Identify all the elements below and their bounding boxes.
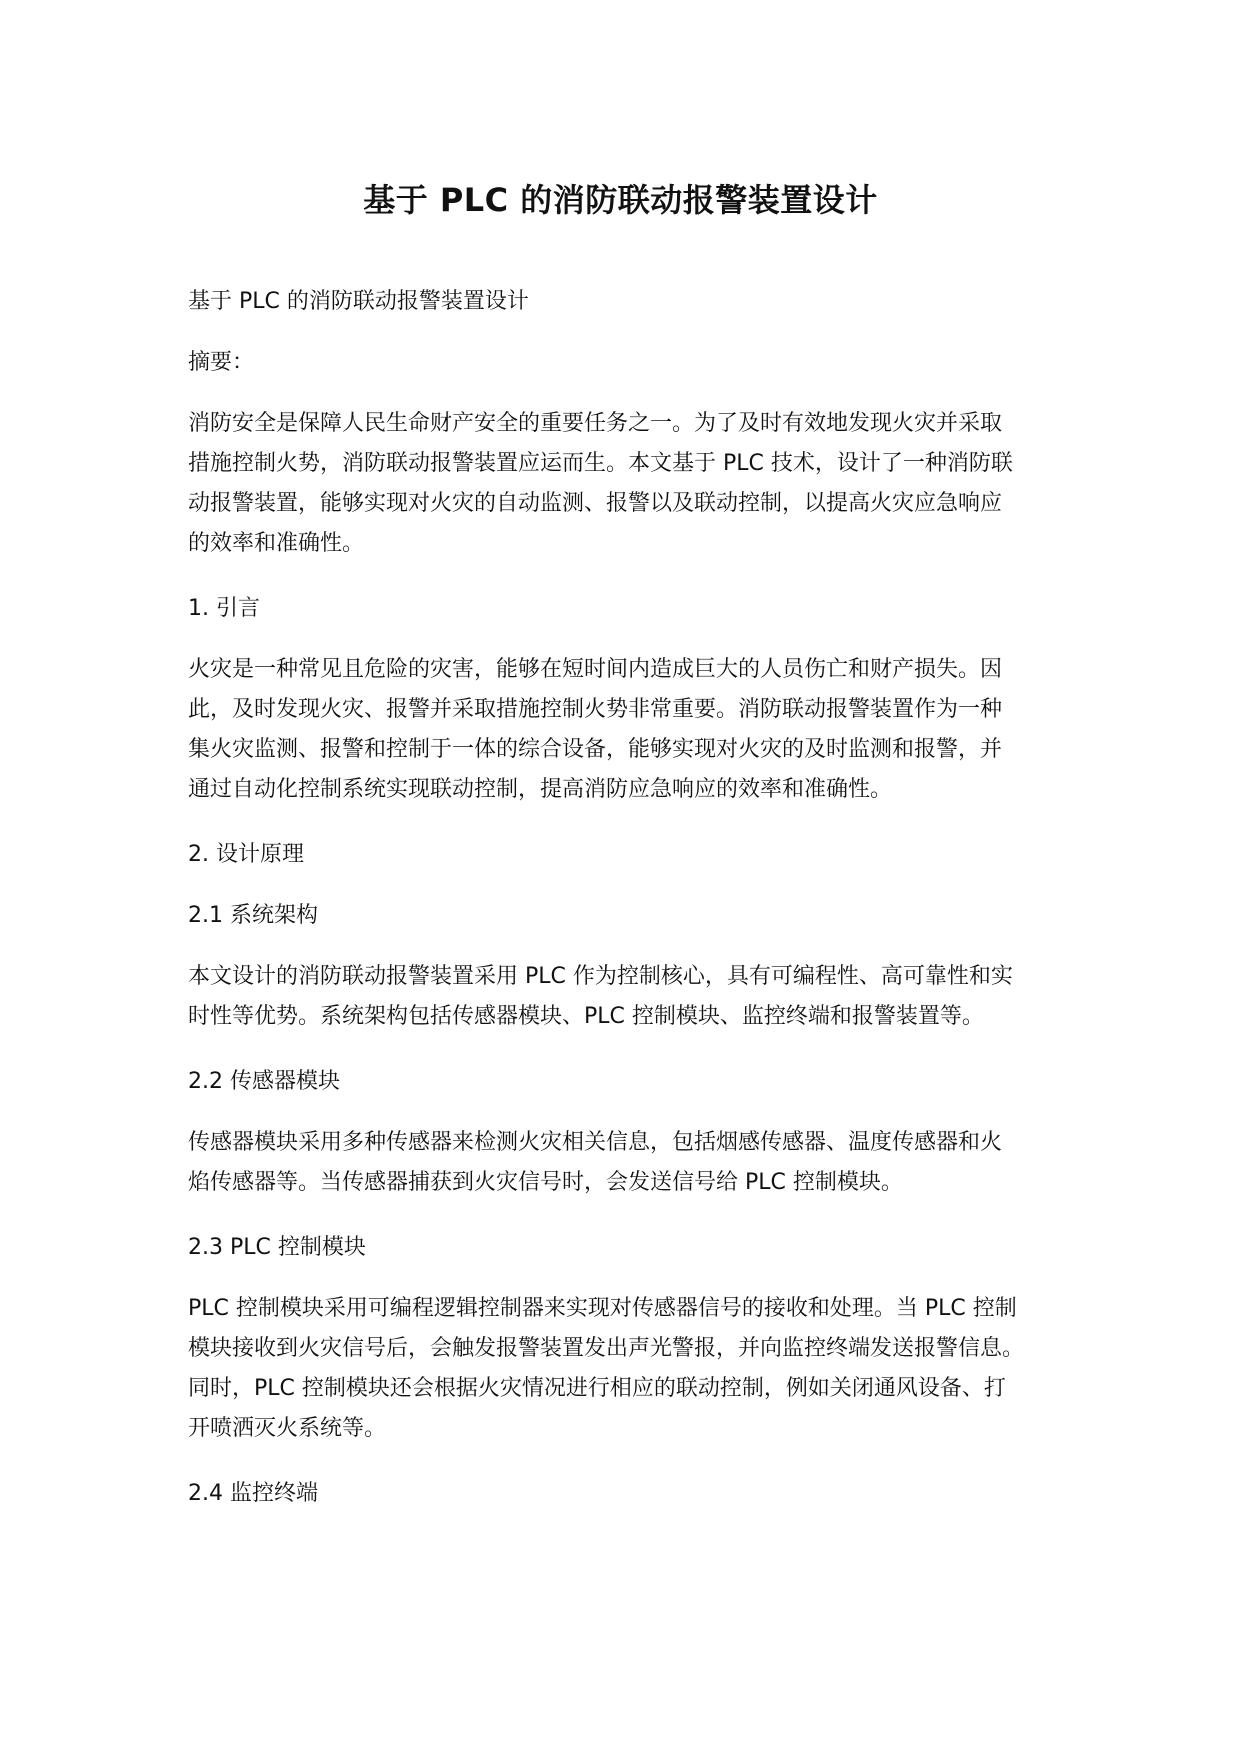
section-text-intro: 火灾是一种常见且危险的灾害，能够在短时间内造成巨大的人员伤亡和财产损失。因 此，及时发现火灾、报警并采取措施控制火势非常重要。消防联动报警装置作为一种 集火灾监测、报警和控制于一体的综合设备，能够实现对火灾的及时监测和报警，并 通过自动化控制系统实现联动控制，提高消防应急响应的效率和准确性。 — [188, 657, 1003, 802]
section-heading-system-architecture: 2.1 系统架构 — [188, 903, 318, 928]
section-heading-plc-module: 2.3 PLC 控制模块 — [188, 1235, 366, 1260]
section-text-system-architecture: 本文设计的消防联动报警装置采用 PLC 作为控制核心，具有可编程性、高可靠性和实 时性等优势。系统架构包括传感器模块、PLC 控制模块、监控终端和报警装置等。 — [188, 964, 1013, 1029]
section-heading-sensor-module: 2.2 传感器模块 — [188, 1069, 340, 1094]
section-text-plc-module: PLC 控制模块采用可编程逻辑控制器来实现对传感器信号的接收和处理。当 PLC 控制 模块接收到火灾信号后，会触发报警装置发出声光警报，并向监控终端发送报警信息。 同时，PLC 控制模块还会根据火灾情况进行相应的联动控制，例如关闭通风设备、打 开喷洒灭火系统等。 — [188, 1296, 1025, 1441]
section-heading-monitor-terminal: 2.4 监控终端 — [188, 1481, 318, 1506]
section-heading-intro: 1. 引言 — [188, 596, 260, 621]
document-body — [188, 282, 1078, 1535]
section-text-sensor-module: 传感器模块采用多种传感器来检测火灾相关信息，包括烟感传感器、温度传感器和火 焰传感器等。当传感器捕获到火灾信号时，会发送信号给 PLC 控制模块。 — [188, 1130, 1003, 1195]
section-heading-design-principle: 2. 设计原理 — [188, 842, 304, 867]
document-title: 基于 PLC 的消防联动报警装置设计 — [363, 181, 878, 219]
abstract-label: 摘要： — [188, 350, 255, 375]
abstract-text: 消防安全是保障人民生命财产安全的重要任务之一。为了及时有效地发现火灾并采取 措施控制火势，消防联动报警装置应运而生。本文基于 PLC 技术，设计了一种消防联 动报警装置，能够实现对火灾的自动监测、报警以及联动控制，以提高火灾应急响应 的效率和准确性。 — [188, 411, 1013, 556]
document-subtitle: 基于 PLC 的消防联动报警装置设计 — [188, 289, 529, 314]
